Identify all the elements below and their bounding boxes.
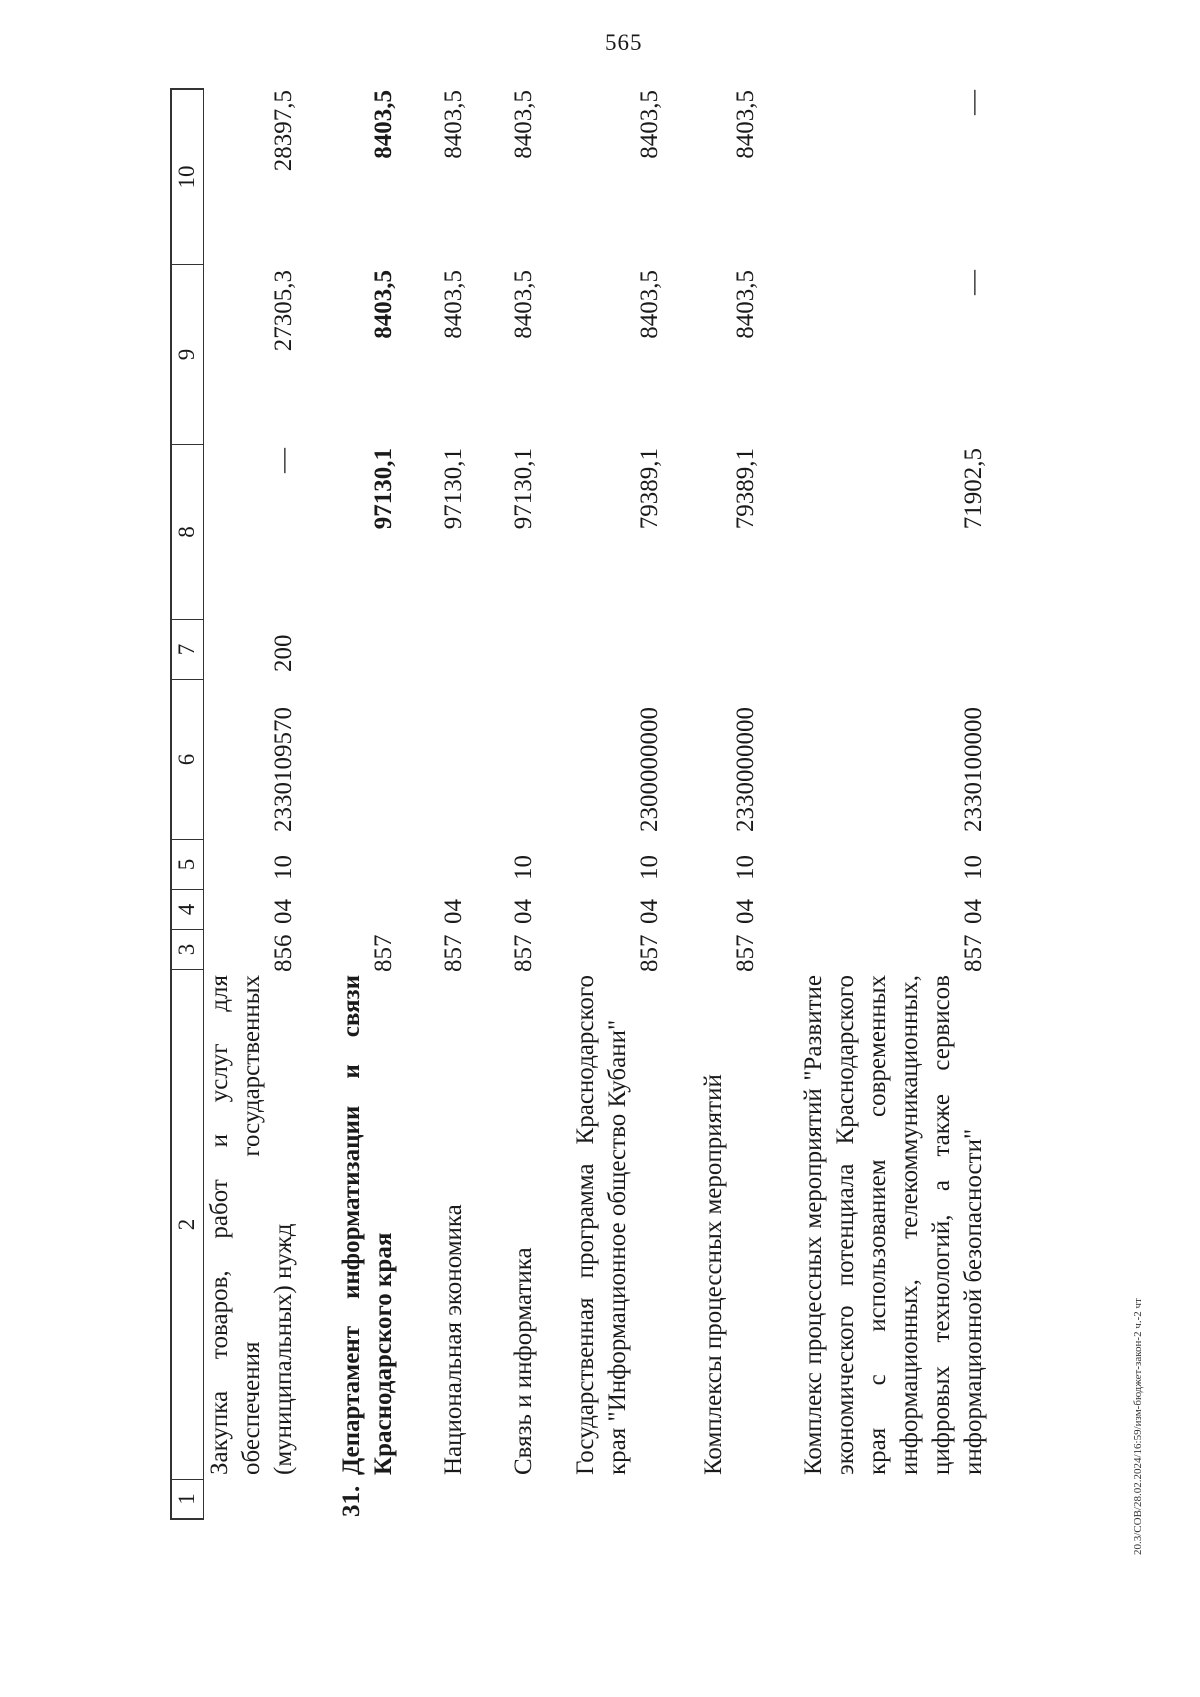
column-header: 1 xyxy=(174,1493,199,1505)
row-rz: 04 xyxy=(270,899,297,924)
row-rz: 04 xyxy=(510,899,537,924)
row-sum-col10: 28397,5 xyxy=(270,90,297,172)
row-sum-col9: 8403,5 xyxy=(636,270,663,339)
row-sum-col9: 8403,5 xyxy=(510,270,537,339)
column-header: 2 xyxy=(174,1218,199,1231)
row-sum-col10: — xyxy=(960,90,987,115)
column-header: 3 xyxy=(174,943,199,956)
row-pr: 10 xyxy=(510,855,537,880)
row-sum-col8: 97130,1 xyxy=(440,448,467,530)
column-header: 5 xyxy=(174,858,199,871)
row-sum-col10: 8403,5 xyxy=(636,90,663,159)
row-rz: 04 xyxy=(732,899,759,924)
row-name: Связь и информатика xyxy=(510,1247,537,1475)
row-name: Комплексы процессных мероприятий xyxy=(700,1074,727,1475)
row-name: Закупка товаров, работ и услуг для обеспечения государственных (муниципальных) нужд xyxy=(206,975,297,1475)
row-csr: 2330100000 xyxy=(960,707,987,832)
row-ved: 856 xyxy=(270,934,297,972)
row-csr: 2300000000 xyxy=(636,707,663,832)
row-name: Комплекс процессных мероприятий "Развитие экономического потенциала Краснодарского края с использованием современных информационных, телекоммуникационных, цифровых технологий, а также сервисов информационной безопасности" xyxy=(800,975,987,1475)
row-sum-col10: 8403,5 xyxy=(370,90,397,159)
row-pr: 10 xyxy=(636,855,663,880)
column-header: 6 xyxy=(174,753,199,766)
row-name: Департамент информатизации и связи Краснодарского края xyxy=(338,975,397,1475)
column-header: 10 xyxy=(174,165,199,189)
row-ved: 857 xyxy=(636,934,663,972)
budget-table xyxy=(170,80,1200,1520)
row-rz: 04 xyxy=(960,899,987,924)
row-pr: 10 xyxy=(960,855,987,880)
row-sum-col10: 8403,5 xyxy=(440,90,467,159)
page-number: 565 xyxy=(605,30,643,55)
row-sum-col9: 8403,5 xyxy=(732,270,759,339)
row-sum-col8: 79389,1 xyxy=(732,448,759,530)
column-header: 7 xyxy=(174,643,199,656)
row-sum-col10: 8403,5 xyxy=(510,90,537,159)
row-ved: 857 xyxy=(510,934,537,972)
footer-document-code: 20.3/СОВ/28.02.2024/16:59/изм-бюджет-закон-2 ч.-2 чт xyxy=(1132,1298,1144,1555)
row-sum-col8: — xyxy=(270,448,297,473)
column-header: 4 xyxy=(174,903,199,916)
row-sum-col9: 8403,5 xyxy=(440,270,467,339)
row-pr: 10 xyxy=(732,855,759,880)
table-left-border xyxy=(170,1518,204,1520)
row-csr: 2330000000 xyxy=(732,707,759,832)
row-sum-col10: 8403,5 xyxy=(732,90,759,159)
row-name: Государственная программа Краснодарского края "Информационное общество Кубани" xyxy=(572,975,631,1475)
row-number: 31. xyxy=(338,1485,365,1517)
row-pr: 10 xyxy=(270,855,297,880)
column-header: 9 xyxy=(174,348,199,361)
column-header: 8 xyxy=(174,526,199,538)
row-ved: 857 xyxy=(370,934,397,972)
row-rz: 04 xyxy=(440,899,467,924)
row-ved: 857 xyxy=(440,934,467,972)
row-sum-col9: 27305,3 xyxy=(270,270,297,352)
row-name: Национальная экономика xyxy=(440,1204,467,1475)
row-rz: 04 xyxy=(636,899,663,924)
row-sum-col9: — xyxy=(960,270,987,295)
row-sum-col8: 97130,1 xyxy=(510,448,537,530)
row-sum-col9: 8403,5 xyxy=(370,270,397,339)
row-ved: 857 xyxy=(732,934,759,972)
row-ved: 857 xyxy=(960,934,987,972)
row-sum-col8: 79389,1 xyxy=(636,448,663,530)
row-vr: 200 xyxy=(270,634,297,672)
row-sum-col8: 97130,1 xyxy=(370,448,397,530)
row-sum-col8: 71902,5 xyxy=(960,448,987,530)
row-csr: 2330109570 xyxy=(270,707,297,832)
